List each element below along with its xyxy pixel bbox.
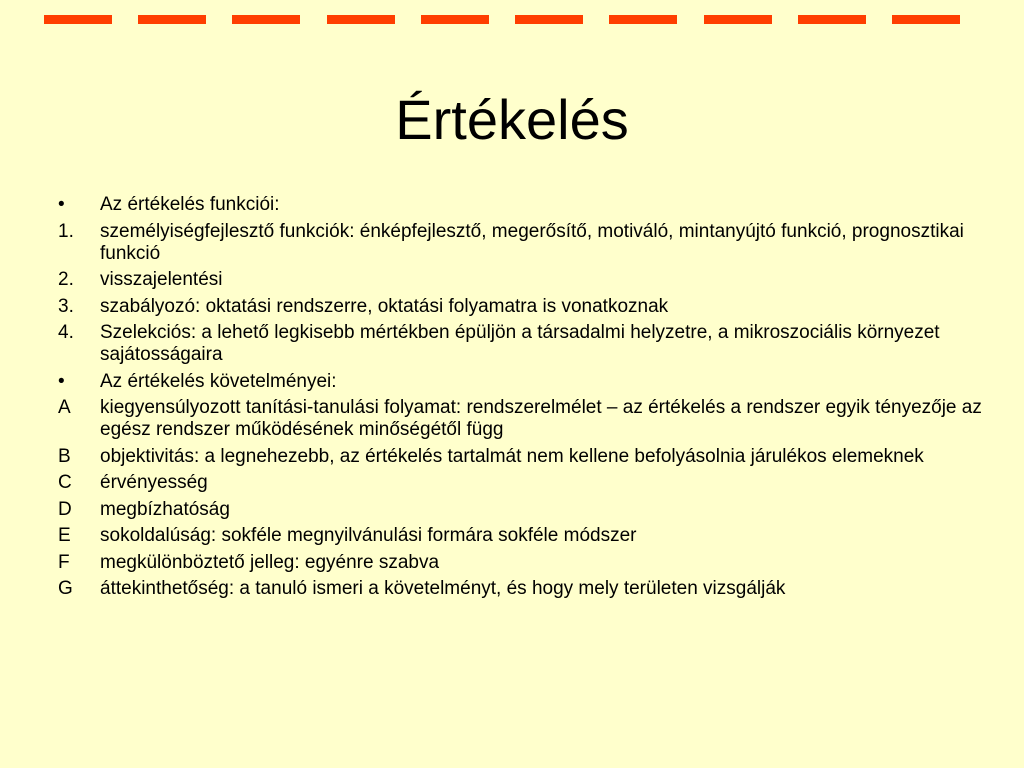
list-item-text: Az értékelés követelményei: <box>100 370 337 392</box>
list-item <box>58 269 998 291</box>
letter-marker: G <box>58 578 73 599</box>
list-item-text: visszajelentési <box>100 269 223 290</box>
dash-segment <box>44 15 112 24</box>
list-item-text: érvényesség <box>100 472 208 493</box>
letter-marker: E <box>58 525 71 546</box>
dash-segment <box>704 15 772 24</box>
dash-segment <box>327 15 395 24</box>
dash-segment <box>892 15 960 24</box>
bullet-marker: • <box>58 194 65 215</box>
list-item <box>58 322 998 366</box>
list-item <box>58 221 998 265</box>
number-marker: 3. <box>58 295 74 317</box>
list-item <box>58 472 998 494</box>
list-item <box>58 371 998 393</box>
list-item-text: szabályozó: oktatási rendszerre, oktatási folyamatra is vonatkoznak <box>100 295 669 317</box>
list-item-text: objektivitás: a legnehezebb, az értékelés tartalmát nem kellene befolyásolnia járulékos elemeknek <box>100 445 924 467</box>
list-item <box>58 446 998 468</box>
number-marker: 1. <box>58 220 74 242</box>
slide-title: Értékelés <box>395 88 629 151</box>
dash-segment <box>515 15 583 24</box>
list-item-text: személyiségfejlesztő funkciók: énképfejlesztő, megerősítő, motiváló, mintanyújtó funkció, prognosztikai funkció <box>100 220 964 264</box>
dash-segment <box>421 15 489 24</box>
list-item <box>58 397 998 441</box>
list-item-text: megbízhatóság <box>100 498 230 520</box>
list-item-text: áttekinthetőség: a tanuló ismeri a követelményt, és hogy mely területen vizsgálják <box>100 578 786 599</box>
list-item <box>58 296 998 318</box>
bullet-marker: • <box>58 370 65 392</box>
dash-segment <box>138 15 206 24</box>
list-item <box>58 552 998 574</box>
letter-marker: C <box>58 472 72 493</box>
dash-segment <box>798 15 866 24</box>
list-item-text: Az értékelés funkciói: <box>100 194 280 215</box>
list-item-text: megkülönböztető jelleg: egyénre szabva <box>100 551 440 573</box>
number-marker: 4. <box>58 322 74 343</box>
dash-segment <box>609 15 677 24</box>
letter-marker: B <box>58 445 71 467</box>
list-item <box>58 499 998 521</box>
number-marker: 2. <box>58 269 74 290</box>
decorative-dash-border <box>44 15 960 24</box>
content-list <box>58 194 998 605</box>
list-item-text: Szelekciós: a lehető legkisebb mértékben épüljön a társadalmi helyzetre, a mikroszociális környezet sajátosságaira <box>100 322 940 365</box>
list-item <box>58 525 998 547</box>
list-item <box>58 578 998 600</box>
list-item-text: kiegyensúlyozott tanítási-tanulási folyamat: rendszerelmélet – az értékelés a rendszer egyik tényezője az egész rendszer működésének minőségétől függ <box>100 397 982 440</box>
letter-marker: D <box>58 498 72 520</box>
list-item <box>58 194 998 216</box>
list-item-text: sokoldalúság: sokféle megnyilvánulási formára sokféle módszer <box>100 525 637 546</box>
letter-marker: A <box>58 397 71 418</box>
letter-marker: F <box>58 551 70 573</box>
dash-segment <box>232 15 300 24</box>
